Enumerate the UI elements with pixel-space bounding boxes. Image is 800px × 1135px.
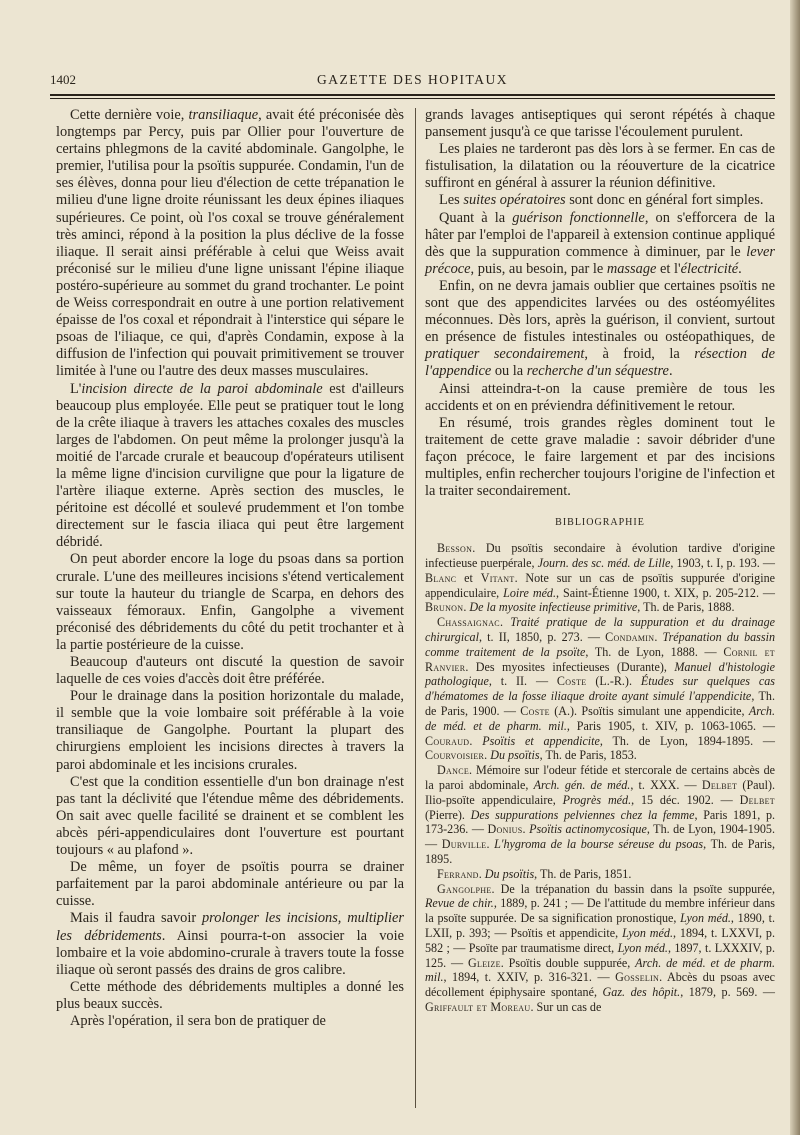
paragraph: L'incision directe de la paroi abdominale est d'ailleurs beaucoup plus employée. Elle peut se pratiquer tout le long de la crête iliaque à travers les attaches coxales des muscles larges de l'abdomen. On peut même la prolonger jusqu'à la moitié de l'arcade crurale et beaucoup d'opérateurs utilisent la même ligne d'incision curviligne que pour la ligature de l'artère iliaque externe. Après section des muscles, le péritoine est décollé et soulevé prudemment et l'on tombe directement sur le fascia iliaca qui peut être largement débridé. — [56, 380, 404, 551]
page-header — [50, 72, 775, 92]
paragraph: Cette méthode des débridements multiples a donné les plus beaux succès. — [56, 978, 404, 1012]
paragraph: Ainsi atteindra-t-on la cause première de tous les accidents et on en préviendra définitivement le retour. — [425, 380, 775, 414]
bibliography-entry: Chassaignac. Traité pratique de la suppuration et du drainage chirurgical, t. II, 1850, p. 273. — Condamin. Trépanation du bassin comme traitement de la psoïte, Th. de Lyon, 1888. — Cornil et Ranvier. Des myosites infectieuses (Durante), Manuel d'histologie pathologique, t. II. — Coste (L.-R.). Études sur quelques cas d'hématomes de la fosse iliaque droite ayant simulé l'appendicite, Th. de Paris, 1900. — Coste (A.). Psoïtis simulant une appendicite, Arch. de méd. et de pharm. mil., Paris 1905, t. XIV, p. 1063-1065. — Couraud. Psoïtis et appendicite, Th. de Lyon, 1894-1895. — Courvoisier. Du psoïtis, Th. de Paris, 1853. — [425, 615, 776, 763]
paragraph: Pour le drainage dans la position horizontale du malade, il semble que la voie lombaire soit préférable à la voie transiliaque de Gangolphe. Pourtant la plupart des chirurgiens emploient les incisions directes à travers la paroi abdominale et les incisions crurales. — [56, 688, 404, 773]
page-edge — [790, 0, 800, 1135]
column-divider — [415, 108, 416, 1108]
bibliography-entry: Besson. Du psoïtis secondaire à évolution tardive d'origine infectieuse puerpérale, Journ. des sc. méd. de Lille, 1903, t. I, p. 193. — Blanc et Vitant. Note sur un cas de psoïtis suppurée d'origine appendiculaire, Loire méd., Saint-Étienne 1900, t. XIX, p. 205-212. — Brunon. De la myosite infectieuse primitive, Th. de Paris, 1888. — [425, 541, 775, 615]
paragraph: grands lavages antiseptiques qui seront répétés à chaque pansement jusqu'à ce que tarisse l'écoulement purulent. — [425, 107, 775, 141]
bibliography-entry: Dance. Mémoire sur l'odeur fétide et stercorale de certains abcès de la paroi abdominale, Arch. gén. de méd., t. XXX. — Delbet (Paul). Ilio-psoïte appendiculaire, Progrès méd., 15 déc. 1902. — Delbet (Pierre). Des suppurations pelviennes chez la femme, Paris 1891, p. 173-236. — Donius. Psoïtis actinomycosique, Th. de Lyon, 1904-1905. — Durville. L'hygroma de la bourse séreuse du psoas, Th. de Paris, 1895. — [425, 763, 776, 866]
paragraph: De même, un foyer de psoïtis pourra se drainer parfaitement par la paroi abdominale antérieure ou par la cuisse. — [56, 859, 404, 910]
running-title: GAZETTE DES HOPITAUX — [317, 72, 508, 87]
page-number: 1402 — [50, 72, 76, 87]
paragraph: Enfin, on ne devra jamais oublier que certaines psoïtis ne sont que des appendicites larvées ou des ostéomyélites méconnues. Dès lors, après la guérison, il convient, surtout en présence de fistules intestinales ou ostéopathiques, de pratiquer secondairement, à froid, la résection de l'appendice ou la recherche d'un séquestre. — [425, 277, 775, 380]
header-rule-thin — [50, 98, 775, 99]
paragraph: Cette dernière voie, transiliaque, avait été préconisée dès longtemps par Percy, puis par Ollier pour l'ouverture de certains phlegmons de la cavité abdominale. Gangolphe, le premier, l'utilisa pour la psoïtis suppurée. Condamin, l'un de ses élèves, donna pour lieu d'élection de cette trépanation le milieu d'une ligne droite réunissant les deux épines iliaques supérieures. Ce point, où l'os coxal se trouve généralement très aminci, répond à la position la plus déclive de la fosse iliaque. Il serait ainsi préférable à celui que Weiss avait préconisé sur le milieu d'une ligne unissant l'épine iliaque postéro-supérieure au sommet du grand trochanter. Le point de Weiss correspondrait en outre à une portion relativement épaisse de l'os coxal et répondrait à l'interstice qui sépare le psoas de l'iliaque, ce qui, d'après Condamin, expose à la diffusion de l'infection qui pouvait primitivement se trouver limitée à l'une ou l'autre des deux masses musculaires. — [56, 107, 405, 380]
paragraph: Mais il faudra savoir prolonger les incisions, multiplier les débridements. Ainsi pourra-t-on associer la voie lombaire et la voie abdomino-crurale à travers toute la fosse iliaque où seront passés des drains de gros calibre. — [56, 910, 404, 978]
paragraph: En résumé, trois grandes règles dominent tout le traitement de cette grave maladie : savoir débrider d'une façon précoce, le faire largement et par des incisions multiples, enfin rechercher toujours l'origine de l'infection et la traiter secondairement. — [425, 414, 775, 500]
paragraph: C'est que la condition essentielle d'un bon drainage n'est pas tant la déclivité que l'étendue même des débridements. On sait avec quelle facilité se drainent et se comblent les abcès péri-appendiculaires dont l'ouverture est pourtant toujours « au plafond ». — [56, 773, 404, 859]
bibliography — [425, 541, 775, 1015]
right-column — [425, 107, 775, 1015]
paragraph: On peut aborder encore la loge du psoas dans sa portion crurale. L'une des meilleures incisions s'étend verticalement sur toute la hauteur du triangle de Scarpa, en dehors des vaisseaux fémoraux. Enfin, Gangolphe a vivement préconisé des débridements du côté du petit trochanter et à la partie postérieure de la cuisse. — [56, 551, 404, 653]
bibliography-entry: Ferrand. Du psoïtis, Th. de Paris, 1851. — [437, 866, 632, 881]
left-column — [56, 107, 404, 1030]
header-rule — [50, 94, 775, 96]
paragraph: Les plaies ne tarderont pas dès lors à se fermer. En cas de fistulisation, la dilatation ou la réouverture de la cicatrice suffiront en général à assurer la réunion définitive. — [425, 141, 775, 192]
paragraph: Quant à la guérison fonctionnelle, on s'efforcera de la hâter par l'emploi de l'appareil à extension continue appliqué dès que la suppuration commence à diminuer, par le lever précoce, puis, au besoin, par le massage et l'électricité. — [425, 209, 775, 277]
paragraph: Beaucoup d'auteurs ont discuté la question de savoir laquelle de ces voies d'accès doit être préférée. — [56, 654, 404, 688]
bibliography-heading: BIBLIOGRAPHIE — [555, 517, 645, 529]
bibliography-entry: Gangolphe. De la trépanation du bassin dans la psoïte suppurée, Revue de chir., 1889, p. 241 ; — De l'attitude du membre inférieur dans la psoïte suppurée. De sa signification pronostique, Lyon méd., 1890, t. LXII, p. 393; — Psoïtis et appendicite, Lyon méd., 1894, t. LXXVI, p. 582 ; — Psoïte par traumatisme direct, Lyon méd., 1897, t. LXXXIV, p. 125. — Gleize. Psoïtis double suppurée, Arch. de méd. et de pharm. mil., 1894, t. XXIV, p. 316-321. — Gosselin. Abcès du psoas avec décollement épiphysaire spontané, Gaz. des hôpit., 1879, p. 569. — Griffault et Moreau. Sur un cas de — [425, 881, 775, 1014]
paragraph: Après l'opération, il sera bon de pratiquer de — [70, 1012, 326, 1029]
paragraph: Les suites opératoires sont donc en général fort simples. — [439, 192, 764, 209]
